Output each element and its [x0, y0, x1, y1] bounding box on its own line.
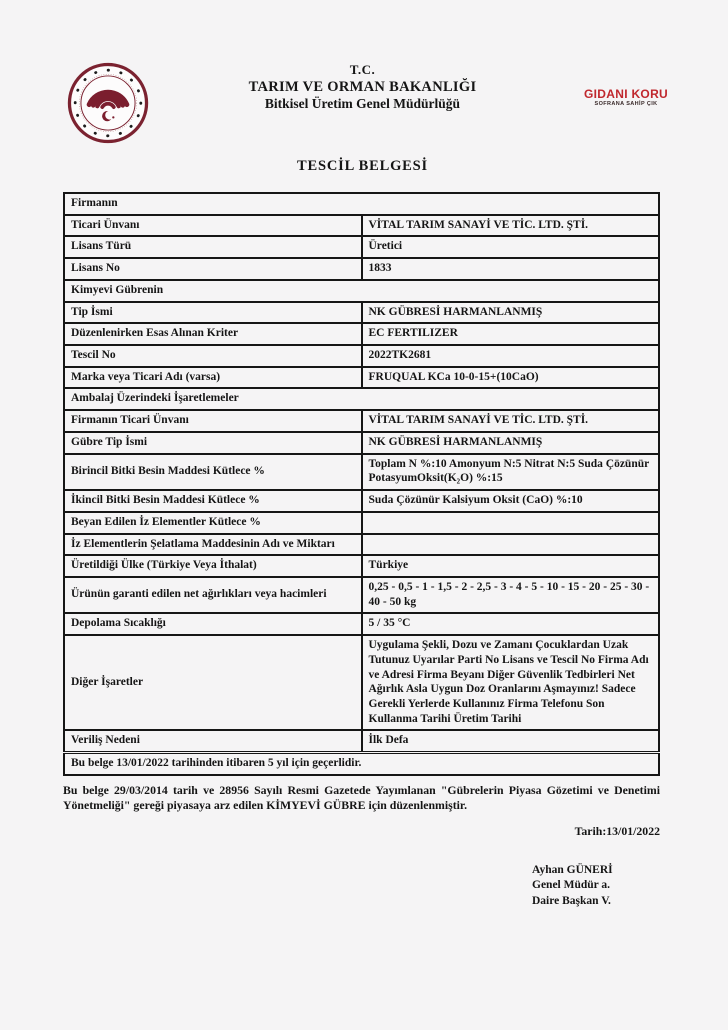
table-row — [64, 512, 659, 534]
row-label: Beyan Edilen İz Elementler Kütlece % — [64, 512, 362, 534]
section-label: Firmanın — [64, 193, 659, 215]
table-row — [64, 490, 659, 512]
table-row — [64, 555, 659, 577]
row-value: VİTAL TARIM SANAYİ VE TİC. LTD. ŞTİ. — [362, 410, 660, 432]
signer-title: Genel Müdür a. — [532, 879, 611, 892]
row-value: FRUQUAL KCa 10-0-15+(10CaO) — [362, 367, 660, 389]
document-header — [63, 56, 668, 156]
row-label: Firmanın Ticari Ünvanı — [64, 410, 362, 432]
document-title: TESCİL BELGESİ — [297, 158, 428, 174]
table-row — [64, 613, 659, 635]
signer-title2: Daire Başkan V. — [532, 894, 611, 907]
signature-block — [63, 863, 660, 910]
row-value: VİTAL TARIM SANAYİ VE TİC. LTD. ŞTİ. — [362, 215, 660, 237]
table-row — [64, 258, 659, 280]
row-value: 0,25 - 0,5 - 1 - 1,5 - 2 - 2,5 - 3 - 4 - 5 - 10 - 15 - 20 - 25 - 30 - 40 - 50 kg — [362, 577, 660, 613]
row-label: Üretildiği Ülke (Türkiye Veya İthalat) — [64, 555, 362, 577]
row-value: NK GÜBRESİ HARMANLANMIŞ — [362, 432, 660, 454]
row-value — [362, 534, 660, 556]
section-label: Kimyevi Gübrenin — [64, 280, 659, 302]
row-label: Birincil Bitki Besin Maddesi Kütlece % — [64, 454, 362, 490]
row-label: Tip İsmi — [64, 302, 362, 324]
campaign-subtitle: SOFRANA SAHİP ÇIK — [594, 101, 658, 108]
row-label: Diğer İşaretler — [64, 635, 362, 730]
gidani-koru-logo — [584, 88, 668, 107]
row-label: Tescil No — [64, 345, 362, 367]
ministry-name: TARIM VE ORMAN BAKANLIĞI — [248, 79, 477, 96]
row-value: 1833 — [362, 258, 660, 280]
country-abbrev: T.C. — [349, 62, 376, 77]
validity-note: Bu belge 13/01/2022 tarihinden itibaren 5 yıl için geçerlidir. — [64, 753, 659, 775]
row-label: İz Elementlerin Şelatlama Maddesinin Adı ve Miktarı — [64, 534, 362, 556]
row-label: Ticari Ünvanı — [64, 215, 362, 237]
row-value: İlk Defa — [362, 730, 660, 752]
table-row — [64, 577, 659, 613]
row-value — [362, 512, 660, 534]
row-value: 5 / 35 °C — [362, 613, 660, 635]
table-section-row — [64, 193, 659, 215]
table-row — [64, 410, 659, 432]
validity-note-row — [64, 753, 659, 775]
header-titles — [63, 56, 662, 113]
signer-name: Ayhan GÜNERİ — [532, 863, 613, 876]
row-value: Türkiye — [362, 555, 660, 577]
issue-date: Tarih:13/01/2022 — [574, 823, 660, 838]
row-value: Üretici — [362, 236, 660, 258]
row-value: Suda Çözünür Kalsiyum Oksit (CaO) %:10 — [362, 490, 660, 512]
row-value: Uygulama Şekli, Dozu ve Zamanı Çocuklardan Uzak Tutunuz Uyarılar Parti No Lisans ve Tescil No Firma Adı ve Adresi Firma Beyanı Diğer Güvenlik Tedbirleri Net Ağırlık Asla Uygun Doz Oranlarını Aşmayınız! Sadece Gerekli Yerlerde Kullanınız Firma Telefonu Son Kullanma Tarihi Üretim Tarihi — [362, 635, 660, 730]
ministry-seal-icon — [67, 62, 149, 144]
directorate-name: Bitkisel Üretim Genel Müdürlüğü — [264, 96, 461, 112]
table-row — [64, 534, 659, 556]
table-row — [64, 323, 659, 345]
row-label: İkincil Bitki Besin Maddesi Kütlece % — [64, 490, 362, 512]
table-section-row — [64, 388, 659, 410]
table-row — [64, 236, 659, 258]
campaign-title: GIDANI KORU — [584, 87, 668, 101]
table-row — [64, 345, 659, 367]
row-value: Toplam N %:10 Amonyum N:5 Nitrat N:5 Suda Çözünür PotasyumOksit(K₂O) %:15 — [362, 454, 660, 490]
table-row — [64, 432, 659, 454]
row-label: Gübre Tip İsmi — [64, 432, 362, 454]
table-row — [64, 215, 659, 237]
table-row — [64, 367, 659, 389]
table-row — [64, 730, 659, 752]
table-section-row — [64, 280, 659, 302]
row-label: Marka veya Ticari Adı (varsa) — [64, 367, 362, 389]
row-label: Veriliş Nedeni — [64, 730, 362, 752]
row-label: Lisans No — [64, 258, 362, 280]
section-label: Ambalaj Üzerindeki İşaretlemeler — [64, 388, 659, 410]
row-label: Depolama Sıcaklığı — [64, 613, 362, 635]
table-row — [64, 302, 659, 324]
row-value: NK GÜBRESİ HARMANLANMIŞ — [362, 302, 660, 324]
certificate-table — [63, 192, 660, 776]
row-value: EC FERTILIZER — [362, 323, 660, 345]
row-label: Ürünün garanti edilen net ağırlıkları veya hacimleri — [64, 577, 362, 613]
row-value: 2022TK2681 — [362, 345, 660, 367]
table-row — [64, 635, 659, 730]
table-row — [64, 454, 659, 490]
regulation-note: Bu belge 29/03/2014 tarih ve 28956 Sayılı Resmi Gazetede Yayımlanan "Gübrelerin Piyasa Gözetimi ve Denetimi Yönetmeliği" gereği piyasaya arz edilen KİMYEVİ GÜBRE için düzenlenmiştir. — [63, 782, 660, 813]
row-label: Lisans Türü — [64, 236, 362, 258]
row-label: Düzenlenirken Esas Alınan Kriter — [64, 323, 362, 345]
